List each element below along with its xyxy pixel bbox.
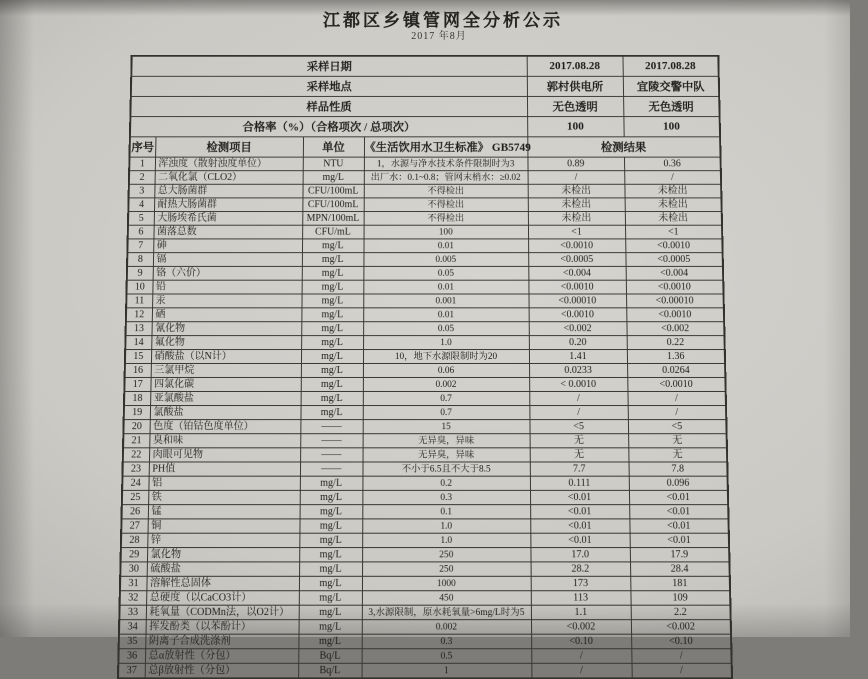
cell-result-2: <0.004 [626, 266, 724, 280]
cell-seq: 33 [119, 605, 146, 619]
cell-item: 浑浊度（散射浊度单位） [155, 157, 303, 171]
cell-result-2: <0.01 [630, 533, 730, 547]
cell-seq: 37 [118, 663, 145, 678]
cell-standard: 0.3 [362, 490, 530, 504]
cell-result-1: 7.7 [530, 462, 629, 476]
cell-item: 菌落总数 [153, 225, 302, 239]
cell-result-2: 0.096 [629, 476, 728, 490]
cell-result-2: 2.2 [631, 605, 731, 619]
cell-seq: 12 [126, 308, 152, 322]
cell-result-2: 17.9 [630, 548, 730, 562]
table-row [123, 420, 726, 434]
cell-unit: mg/L [301, 350, 363, 364]
cell-result-2: / [624, 171, 721, 185]
cell-result-1: 0.89 [527, 157, 624, 171]
cell-result-1: 17.0 [530, 548, 630, 562]
cell-result-1: 无 [530, 448, 629, 462]
cell-seq: 23 [122, 462, 149, 476]
cell-result-1: 1.41 [529, 350, 627, 364]
cell-item: 氟化物 [151, 336, 301, 350]
header-seq: 序号 [129, 137, 155, 157]
cell-unit: —— [300, 462, 363, 476]
cell-standard: 0.5 [362, 649, 532, 664]
cell-item: 臭和味 [149, 434, 300, 448]
cell-seq: 29 [121, 548, 148, 562]
header-item: 检测项目 [155, 137, 303, 157]
cell-result-1: <0.0010 [528, 280, 626, 294]
cell-unit: mg/L [299, 620, 362, 635]
cell-result-1: 0.0233 [529, 363, 627, 377]
table-row [123, 448, 727, 462]
table-row [124, 377, 725, 391]
cell-result-1: 113 [531, 591, 631, 605]
cell-unit: mg/L [302, 239, 364, 253]
summary-value-2: 宜陵交警中队 [623, 76, 719, 96]
summary-row-sample-nature [130, 96, 719, 116]
cell-result-1: 无 [530, 434, 629, 448]
cell-item: 总α放射性（分包） [145, 649, 298, 664]
cell-standard: 10，地下水源限制时为20 [363, 350, 529, 364]
cell-item: 阴离子合成洗涤剂 [145, 634, 298, 649]
cell-seq: 7 [127, 239, 153, 253]
cell-seq: 15 [125, 350, 151, 364]
cell-seq: 11 [126, 294, 152, 308]
cell-unit: mg/L [299, 533, 362, 547]
cell-unit: mg/L [301, 336, 363, 350]
cell-standard: 无异臭，异味 [363, 448, 530, 462]
cell-unit: NTU [303, 157, 364, 171]
cell-unit: mg/L [302, 280, 364, 294]
cell-result-2: <0.00010 [626, 294, 724, 308]
cell-result-1: / [529, 391, 627, 405]
cell-result-2: <0.01 [629, 505, 728, 519]
cell-result-2: <0.10 [631, 634, 731, 649]
cell-item: 四氯化碳 [150, 377, 300, 391]
cell-result-2: / [631, 649, 731, 664]
cell-item: 耐热大肠菌群 [154, 198, 302, 212]
cell-standard: 0.1 [362, 505, 530, 519]
cell-item: 硒 [152, 308, 302, 322]
cell-seq: 36 [118, 649, 145, 664]
cell-seq: 10 [126, 280, 152, 294]
cell-item: 氯化物 [147, 548, 299, 562]
cell-seq: 32 [120, 591, 147, 605]
table-row [122, 490, 728, 504]
cell-unit: mg/L [300, 406, 362, 420]
cell-result-2: / [627, 391, 726, 405]
cell-item: 总硬度（以CaCO3计） [146, 591, 299, 605]
cell-seq: 24 [122, 476, 149, 490]
cell-result-2: <0.0010 [627, 377, 725, 391]
table-row [121, 505, 728, 519]
cell-item: 总β放射性（分包） [145, 663, 299, 678]
cell-item: 砷 [153, 239, 302, 253]
cell-unit: mg/L [301, 391, 363, 405]
cell-result-1: <0.01 [530, 490, 629, 504]
summary-value-1: 2017.08.28 [527, 56, 623, 77]
cell-result-2: 0.22 [627, 336, 725, 350]
analysis-table-wrap [117, 55, 733, 679]
cell-result-2: 0.0264 [627, 363, 725, 377]
cell-standard: 不得检出 [364, 184, 528, 198]
summary-value-2: 无色透明 [623, 96, 720, 116]
cell-standard: 0.2 [362, 476, 530, 490]
cell-item: 锌 [147, 533, 299, 547]
cell-seq: 16 [125, 363, 151, 377]
summary-row-pass-rate [130, 117, 720, 137]
cell-result-1: <0.002 [531, 620, 631, 635]
cell-result-1: / [531, 663, 631, 678]
table-row [121, 519, 729, 533]
cell-standard: 0.002 [362, 620, 531, 635]
summary-row-sample-date [131, 56, 719, 77]
cell-item: 亚氯酸盐 [150, 391, 301, 405]
cell-standard: 出厂水：0.1~0.8；管网末梢水：≥0.02 [364, 171, 528, 185]
cell-seq: 35 [119, 634, 146, 649]
table-row [128, 225, 723, 239]
cell-item: 色度（铂钴色度单位） [150, 420, 301, 434]
cell-item: 三氯甲烷 [151, 363, 301, 377]
cell-seq: 25 [122, 490, 149, 504]
cell-seq: 3 [129, 184, 155, 198]
cell-unit: Bq/L [298, 663, 362, 678]
cell-result-2: <0.01 [629, 490, 728, 504]
summary-label: 采样地点 [131, 76, 527, 96]
cell-standard: 3,水源限制，原水耗氧量>6mg/L时为5 [362, 605, 531, 619]
cell-item: PH值 [149, 462, 300, 476]
header-result: 检测结果 [527, 137, 720, 157]
cell-unit: mg/L [301, 363, 363, 377]
cell-standard: 15 [363, 420, 530, 434]
cell-unit: —— [300, 448, 363, 462]
cell-standard: 0.01 [363, 280, 528, 294]
cell-result-1: 0.111 [530, 476, 629, 490]
table-row [127, 239, 722, 253]
table-row [119, 605, 730, 619]
table-row [125, 363, 726, 377]
table-body [118, 157, 732, 678]
table-row [124, 391, 726, 405]
cell-result-2: 181 [630, 576, 730, 590]
cell-result-1: 0.20 [529, 336, 627, 350]
cell-item: 溶解性总固体 [146, 576, 299, 590]
cell-result-2: <0.002 [626, 322, 724, 336]
cell-standard: 不得检出 [364, 198, 528, 212]
cell-unit: mg/L [299, 605, 362, 619]
cell-standard: 无异臭，异味 [363, 434, 530, 448]
cell-seq: 4 [128, 198, 154, 212]
table-row [128, 212, 722, 226]
cell-standard: 250 [362, 548, 530, 562]
cell-result-1: <0.00010 [528, 294, 626, 308]
cell-unit: mg/L [302, 266, 364, 280]
cell-result-2: <5 [628, 420, 727, 434]
table-row [128, 198, 721, 212]
cell-standard: 0.005 [363, 253, 528, 267]
cell-seq: 20 [123, 420, 149, 434]
cell-result-2: 0.36 [624, 157, 721, 171]
cell-standard: 0.002 [363, 377, 529, 391]
summary-row-sample-location [131, 76, 719, 96]
cell-unit: mg/L [299, 562, 362, 576]
header-standard: 《生活饮用水卫生标准》 GB5749 [364, 137, 528, 157]
cell-result-1: <0.10 [531, 634, 631, 649]
cell-seq: 17 [124, 377, 150, 391]
table-row [125, 350, 725, 364]
cell-seq: 1 [129, 157, 155, 171]
cell-seq: 30 [120, 562, 147, 576]
cell-result-1: 未检出 [528, 184, 625, 198]
cell-standard: 0.001 [363, 294, 528, 308]
cell-result-1: / [531, 649, 631, 664]
table-row [127, 253, 723, 267]
table-row [129, 157, 721, 171]
cell-unit: CFU/100mL [302, 184, 363, 198]
cell-seq: 14 [125, 336, 151, 350]
cell-unit: mg/L [299, 519, 362, 533]
cell-seq: 21 [123, 434, 149, 448]
cell-unit: mg/L [301, 377, 363, 391]
cell-result-1: <0.01 [530, 519, 629, 533]
cell-seq: 9 [127, 266, 153, 280]
cell-result-2: <0.0010 [626, 308, 724, 322]
cell-item: 铬（六价） [153, 266, 302, 280]
cell-standard: 1.0 [362, 519, 530, 533]
summary-label: 采样日期 [131, 56, 527, 77]
cell-unit: mg/L [299, 591, 362, 605]
cell-unit: mg/L [299, 548, 362, 562]
cell-item: 总大肠菌群 [154, 184, 302, 198]
table-row [126, 322, 725, 336]
cell-standard: 不小于6.5且不大于8.5 [362, 462, 529, 476]
cell-item: 铜 [148, 519, 300, 533]
cell-result-1: <0.01 [530, 505, 629, 519]
cell-item: 铝 [148, 476, 300, 490]
cell-item: 锰 [148, 505, 300, 519]
cell-unit: —— [300, 420, 362, 434]
cell-result-1: <0.002 [529, 322, 627, 336]
cell-standard: 100 [364, 225, 529, 239]
cell-result-2: 28.4 [630, 562, 730, 576]
cell-standard: 0.01 [363, 308, 529, 322]
cell-unit: mg/L [301, 322, 363, 336]
cell-result-1: < 0.0010 [529, 377, 627, 391]
table-row [119, 620, 731, 635]
cell-seq: 8 [127, 253, 153, 267]
cell-result-1: <1 [528, 225, 625, 239]
cell-item: 铁 [148, 490, 300, 504]
cell-result-2: <0.0010 [626, 280, 724, 294]
cell-unit: mg/L [300, 476, 363, 490]
cell-item: 镉 [153, 253, 302, 267]
cell-unit: —— [300, 434, 362, 448]
cell-result-2: <0.01 [629, 519, 728, 533]
cell-unit: mg/L [301, 294, 363, 308]
cell-standard: 0.7 [363, 406, 530, 420]
cell-result-2: 无 [628, 448, 727, 462]
cell-result-1: <0.004 [528, 266, 626, 280]
cell-unit: MPN/100mL [302, 212, 363, 226]
cell-result-2: 无 [628, 434, 727, 448]
cell-result-1: / [528, 171, 625, 185]
cell-result-1: / [529, 406, 628, 420]
table-row [121, 548, 730, 562]
table-row [122, 462, 727, 476]
cell-unit: mg/L [301, 308, 363, 322]
cell-standard: 1 [362, 663, 532, 678]
cell-standard: 1.0 [363, 336, 529, 350]
cell-result-2: / [631, 663, 732, 678]
cell-standard: 0.7 [363, 391, 530, 405]
cell-result-1: 28.2 [531, 562, 631, 576]
header-unit: 单位 [303, 137, 364, 157]
cell-unit: mg/L [300, 505, 363, 519]
cell-standard: 1000 [362, 576, 531, 590]
cell-unit: Bq/L [298, 649, 361, 664]
summary-value-2: 100 [623, 117, 720, 137]
summary-label: 样品性质 [130, 96, 527, 116]
column-header-row [129, 137, 720, 157]
page-title: 江都区乡镇管网全分析公示 [323, 11, 563, 30]
cell-unit: mg/L [303, 171, 364, 185]
table-row [126, 280, 723, 294]
cell-seq: 27 [121, 519, 148, 533]
cell-standard: 1.0 [362, 533, 530, 547]
cell-standard: 0.05 [363, 322, 529, 336]
summary-value-1: 郭村供电所 [527, 76, 623, 96]
summary-value-1: 100 [527, 117, 624, 137]
cell-standard: 450 [362, 591, 531, 605]
cell-seq: 26 [121, 505, 148, 519]
cell-seq: 6 [128, 225, 154, 239]
cell-seq: 19 [124, 406, 150, 420]
summary-value-1: 无色透明 [527, 96, 623, 116]
cell-standard: 250 [362, 562, 531, 576]
cell-standard: 0.01 [363, 239, 528, 253]
cell-standard: 0.3 [362, 634, 532, 649]
summary-label: 合格率（%）（合格项次 / 总项次） [130, 117, 527, 137]
cell-item: 硫酸盐 [147, 562, 300, 576]
table-row [118, 663, 732, 678]
table-row [120, 576, 730, 590]
cell-result-2: 未检出 [624, 184, 721, 198]
cell-result-1: <5 [529, 420, 628, 434]
cell-item: 挥发酚类（以苯酚计） [145, 620, 298, 635]
cell-item: 氯酸盐 [150, 406, 301, 420]
table-row [129, 171, 721, 185]
cell-item: 大肠埃希氏菌 [154, 212, 303, 226]
cell-item: 硝酸盐（以N计） [151, 350, 301, 364]
table-row [124, 406, 727, 420]
cell-result-1: 1.1 [531, 605, 631, 619]
cell-result-2: <0.0005 [625, 253, 723, 267]
cell-standard: 0.06 [363, 363, 529, 377]
table-row [129, 184, 722, 198]
cell-seq: 31 [120, 576, 147, 590]
table-row [120, 562, 730, 576]
table-row [119, 634, 732, 649]
table-row [127, 266, 723, 280]
cell-result-2: 109 [630, 591, 730, 605]
cell-item: 肉眼可见物 [149, 448, 300, 462]
cell-item: 二氧化氯（CLO2） [155, 171, 303, 185]
table-row [121, 533, 729, 547]
cell-unit: CFU/100mL [302, 198, 363, 212]
cell-seq: 18 [124, 391, 150, 405]
cell-result-2: 未检出 [625, 198, 722, 212]
cell-item: 铅 [152, 280, 301, 294]
cell-item: 氰化物 [151, 322, 301, 336]
cell-seq: 2 [129, 171, 155, 185]
table-row [120, 591, 731, 605]
page-subtitle: 2017 年8月 [411, 31, 467, 42]
cell-unit: mg/L [300, 490, 363, 504]
cell-result-1: <0.0010 [528, 239, 625, 253]
cell-seq: 34 [119, 620, 146, 635]
cell-result-2: 7.8 [629, 462, 728, 476]
analysis-table [117, 55, 733, 679]
table-row [123, 434, 727, 448]
table-row [126, 294, 724, 308]
cell-seq: 13 [126, 322, 152, 336]
cell-result-1: 未检出 [528, 212, 625, 226]
cell-result-2: 1.36 [627, 350, 725, 364]
cell-unit: mg/L [298, 634, 361, 649]
cell-result-2: <0.002 [631, 620, 731, 635]
table-row [125, 336, 725, 350]
table-row [122, 476, 728, 490]
cell-result-2: <1 [625, 225, 722, 239]
cell-result-1: <0.0005 [528, 253, 625, 267]
cell-standard: 不得检出 [364, 212, 528, 226]
table-row [118, 649, 731, 664]
cell-result-2: / [628, 406, 727, 420]
cell-standard: 1，水源与净水技术条件限制时为3 [364, 157, 528, 171]
cell-item: 汞 [152, 294, 302, 308]
cell-seq: 22 [123, 448, 149, 462]
cell-result-1: <0.01 [530, 533, 629, 547]
cell-result-1: <0.0010 [529, 308, 627, 322]
cell-unit: mg/L [299, 576, 362, 590]
cell-item: 耗氧量（CODMn法，以O2计） [146, 605, 299, 619]
cell-result-1: 未检出 [528, 198, 625, 212]
cell-result-2: <0.0010 [625, 239, 722, 253]
cell-result-2: 未检出 [625, 212, 722, 226]
cell-standard: 0.05 [363, 266, 528, 280]
summary-value-2: 2017.08.28 [622, 56, 718, 77]
cell-seq: 5 [128, 212, 154, 226]
table-row [126, 308, 724, 322]
cell-unit: CFU/mL [302, 225, 364, 239]
cell-seq: 28 [121, 533, 148, 547]
cell-result-1: 173 [531, 576, 631, 590]
cell-unit: mg/L [302, 253, 364, 267]
